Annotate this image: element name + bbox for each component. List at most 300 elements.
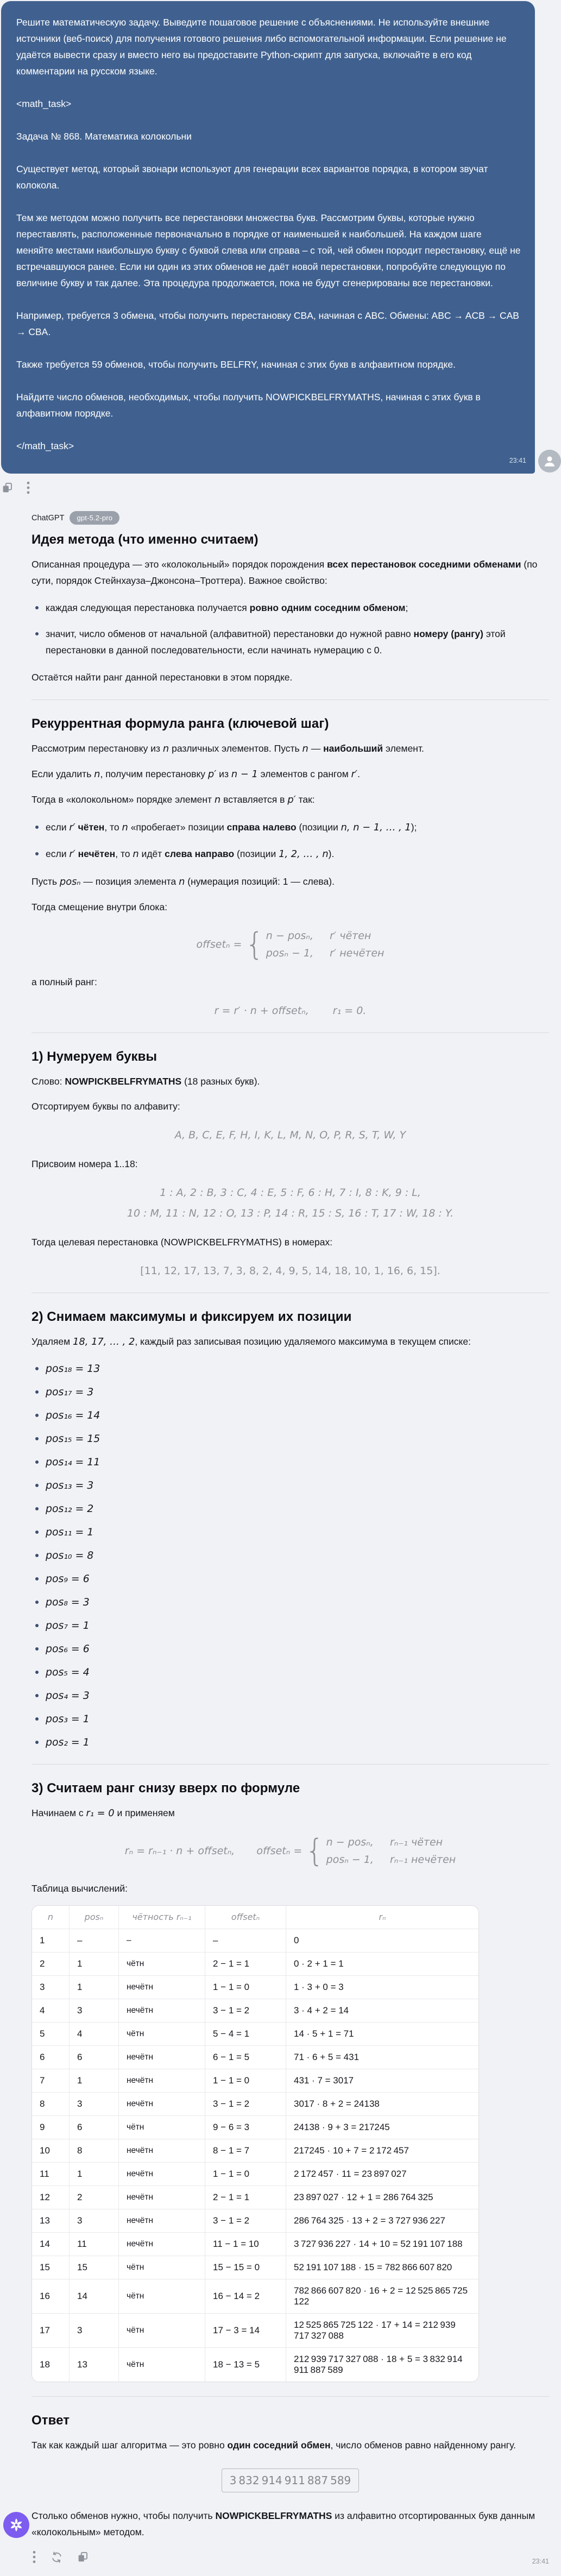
divider [31,1764,549,1765]
list-item [31,626,549,658]
text-run: pos₁₂ = 2 [46,1503,94,1515]
table-cell: нечётн [119,2186,205,2209]
text-run: NOWPICKBELFRYMATHS [215,2510,332,2521]
list-item [31,1361,549,1376]
paragraph [31,791,549,808]
case-cond: r′ чётен [330,930,371,942]
copy-icon [2,482,12,494]
table-cell: 11 [70,2233,119,2256]
paragraph [31,1098,549,1114]
paragraph [31,1880,549,1897]
text-run: n [162,743,169,754]
text-run: r′ [69,848,75,860]
paragraph [31,1234,549,1250]
table-cell: 0 [286,1929,478,1953]
text-run: различных элементов. Пусть [169,743,302,754]
pos-list [31,1361,549,1750]
answer-box: 3 832 914 911 887 589 [222,2468,360,2492]
table-header-cell: offsetₙ [205,1906,286,1929]
paragraph [31,766,549,783]
paragraph [31,873,549,890]
openai-logo-icon [8,2517,24,2533]
list-item [31,1641,549,1657]
person-icon [543,454,557,468]
copy-icon [78,2552,88,2563]
list-item [31,600,549,616]
assistant-message [0,497,561,2568]
table-cell: 14 · 5 + 1 = 71 [286,2023,478,2046]
table-row [32,2139,478,2163]
table-cell: 6 [70,2046,119,2069]
text-run: pos₁₄ = 11 [46,1456,100,1468]
table-cell: 3 · 4 + 2 = 14 [286,1999,478,2023]
table-cell: 1 − 1 = 0 [205,2069,286,2093]
text-run: pos₁₆ = 14 [46,1409,100,1421]
table-cell: – [70,1929,119,1953]
text-run: Отсортируем буквы по алфавиту: [31,1101,180,1112]
paragraph [31,669,549,685]
table-cell: 7 [32,2069,70,2093]
math-cases [326,1835,456,1867]
text-run: 1, 2, … , n [279,848,329,860]
paragraph [31,974,549,990]
text-run: если [46,822,70,833]
copy-button[interactable] [2,482,12,494]
text-run: Удаляем [31,1336,73,1347]
table-cell: 3 [70,2209,119,2233]
text-run: (позиции [296,822,341,833]
text-run: pos₇ = 1 [46,1620,90,1632]
table-row [32,2348,478,2382]
table-cell: чётн [119,2279,205,2314]
math-block-permutation: [11, 12, 17, 13, 7, 3, 8, 2, 4, 9, 5, 14, 18, 10, 1, 16, 6, 15]. [140,1265,440,1277]
table-header-cell: n [32,1906,70,1929]
text-run: так: [295,794,315,805]
table-cell: 3 [70,1999,119,2023]
table-cell: 2 − 1 = 1 [205,1953,286,1976]
text-run: а полный ранг: [31,977,97,987]
table-row [32,2163,478,2186]
math-block-offset [31,928,549,961]
text-run: n [179,876,185,887]
table-header-cell: чётность rₙ₋₁ [119,1906,205,1929]
model-badge: gpt-5.2-pro [70,511,119,525]
section-heading-answer: Ответ [31,2413,70,2428]
table-cell: 217245 · 10 + 7 = 2 172 457 [286,2139,478,2163]
table-header-cell: rₙ [286,1906,478,1929]
kebab-icon [33,2550,36,2564]
section-heading-step3: 3) Считаем ранг снизу вверх по формуле [31,1781,300,1796]
text-run: 18, 17, … , 2 [73,1336,135,1347]
table-cell: 3 − 1 = 2 [205,2209,286,2233]
table-cell: 13 [70,2348,119,2382]
text-run: pos₂ = 1 [46,1736,90,1748]
table-cell: нечётн [119,1976,205,1999]
assistant-header [31,511,549,525]
text-run: , то [104,822,122,833]
table-row [32,2314,478,2348]
math-lhs: rₙ = rₙ₋₁ · n + offsetₙ, [124,1845,235,1857]
table-header-cell: posₙ [70,1906,119,1929]
table-row [32,1929,478,1953]
text-run: — [308,743,324,754]
table-cell: 3 727 936 227 · 14 + 10 = 52 191 107 188 [286,2233,478,2256]
section-heading-recurrence: Рекуррентная формула ранга (ключевой шаг) [31,716,329,731]
text-run: Тогда целевая перестановка (NOWPICKBELFRYMATHS) в номерах: [31,1237,333,1248]
paragraph [31,2508,549,2540]
text-run: ровно одним соседним обменом [249,602,406,613]
assistant-avatar[interactable] [3,2512,29,2538]
user-paragraph: Задача № 868. Математика колокольни [16,131,192,142]
table-cell: 18 [32,2348,70,2382]
text-run: из [216,769,231,779]
text-run: Присвоим номера 1..18: [31,1158,138,1169]
text-run: r₁ = 0 [86,1807,115,1819]
text-run: наибольший [323,743,383,754]
message-timestamp: 23:41 [532,2558,549,2565]
text-run: pos₆ = 6 [46,1643,90,1655]
list-item [31,1548,549,1563]
list-item [31,1408,549,1423]
text-run: Тогда в «колокольном» порядке элемент [31,794,215,805]
table-cell: 10 [32,2139,70,2163]
table-cell: нечётн [119,2069,205,2093]
table-cell: 3 [70,2314,119,2348]
table-cell: – [205,1929,286,1953]
text-run: если [46,848,70,859]
user-paragraph: Например, требуется 3 обмена, чтобы получить перестановку CBA, начиная с ABC. Обмены: ABC → ACB → CAB → CBA. [16,310,519,337]
table-row [32,2233,478,2256]
table-cell: 5 [32,2023,70,2046]
text-run: posₙ [59,876,81,887]
table-cell: 24138 · 9 + 3 = 217245 [286,2116,478,2139]
table-row [32,2209,478,2233]
table-cell: 2 [32,1953,70,1976]
text-run: (нумерация позиций: 1 — слева). [185,876,335,887]
text-run: вставляется в [220,794,288,805]
table-cell: 8 − 1 = 7 [205,2139,286,2163]
table-cell: 8 [32,2093,70,2116]
text-run: p′ [287,794,296,805]
text-run: n [94,769,100,780]
text-run: ); [411,822,417,833]
table-cell: 1 [70,1976,119,1999]
text-run: один соседний обмен [227,2440,331,2451]
math-block-recurrence [31,1832,549,1869]
table-cell: 11 − 1 = 10 [205,2233,286,2256]
case-expr: n − posₙ, [326,1836,374,1848]
text-run: (позиции [234,848,279,859]
brace-glyph: { [245,926,264,962]
text-run: pos₄ = 3 [46,1690,90,1702]
table-cell: чётн [119,2116,205,2139]
text-run: pos₁₅ = 15 [46,1433,100,1445]
text-run: pos₅ = 4 [46,1666,90,1678]
table-cell: 52 191 107 188 · 15 = 782 866 607 820 [286,2256,478,2279]
user-paragraph: Существует метод, который звонари используют для генерации всех вариантов порядка, в котором звучат колокола. [16,163,488,191]
text-run: ). [328,848,335,859]
table-row [32,2186,478,2209]
table-cell: чётн [119,2348,205,2382]
table-cell: 9 [32,2116,70,2139]
table-cell: 12 525 865 725 122 · 17 + 14 = 212 939 717 327 088 [286,2314,478,2348]
text-run: каждая следующая перестановка получается [46,602,250,613]
user-message-bubble [1,1,535,474]
paragraph [31,740,549,757]
text-run: из алфавитно отсортированных букв данным «колокольным» методом. [31,2510,535,2537]
table-cell: 17 − 3 = 14 [205,2314,286,2348]
table-cell: 16 − 14 = 2 [205,2279,286,2314]
text-run: Если удалить [31,769,94,779]
table-row [32,2046,478,2069]
user-paragraph: Также требуется 59 обменов, чтобы получить BELFRY, начиная с этих букв в алфавитном порядке. [16,359,456,370]
table-cell: 18 − 13 = 5 [205,2348,286,2382]
text-run: pos₃ = 1 [46,1713,90,1725]
text-run: Столько обменов нужно, чтобы получить [31,2510,216,2521]
user-avatar[interactable] [538,450,561,473]
table-cell: 1 [32,1929,70,1953]
table-cell: 5 − 4 = 1 [205,2023,286,2046]
table-cell: 782 866 607 820 · 16 + 2 = 12 525 865 725 122 [286,2279,478,2314]
table-cell: чётн [119,2023,205,2046]
text-run: pos₁₀ = 8 [46,1550,94,1561]
table-cell: 9 − 6 = 3 [205,2116,286,2139]
table-cell: 15 [32,2256,70,2279]
text-run: Слово: [31,1076,65,1087]
regenerate-button[interactable] [51,2551,63,2564]
paragraph [31,1156,549,1172]
table-cell: чётн [119,1953,205,1976]
text-run: (по сути, порядок Стейнхауза–Джонсона–Троттера). Важное свойство: [31,559,538,586]
section-heading-idea: Идея метода (что именно считаем) [31,532,259,547]
table-cell: – [119,1929,205,1953]
text-run: ; [405,602,408,613]
table-cell: 16 [32,2279,70,2314]
table-cell: чётн [119,2256,205,2279]
table-cell: 3 − 1 = 2 [205,2093,286,2116]
table-cell: 2 172 457 · 11 = 23 897 027 [286,2163,478,2186]
case-expr: posₙ − 1, [266,947,314,959]
table-cell: 15 − 15 = 0 [205,2256,286,2279]
section-heading-step1: 1) Нумеруем буквы [31,1049,157,1064]
user-message-actions [0,474,561,497]
table-cell: 15 [70,2256,119,2279]
table-cell: 14 [70,2279,119,2314]
brace-glyph: { [305,1832,324,1869]
user-message-row [0,1,561,474]
table-cell: 3 [70,2093,119,2116]
text-run: элементов с рангом [257,769,351,779]
table-cell: 71 · 6 + 5 = 431 [286,2046,478,2069]
table-cell: 1 − 1 = 0 [205,1976,286,1999]
text-run: n [122,822,128,833]
table-header-row [32,1906,478,1929]
more-options-button[interactable] [27,481,30,494]
table-cell: нечётн [119,2163,205,2186]
table-cell: нечётн [119,2093,205,2116]
table-cell: 4 [32,1999,70,2023]
user-paragraph: Найдите число обменов, необходимых, чтобы получить NOWPICKBELFRYMATHS, начиная с этих букв в алфавитном порядке. [16,392,481,419]
table-cell: 23 897 027 · 12 + 1 = 286 764 325 [286,2186,478,2209]
table-cell: 6 − 1 = 5 [205,2046,286,2069]
chat-view [0,1,561,2576]
text-run: pos₁₇ = 3 [46,1386,94,1398]
text-run: pos₁₃ = 3 [46,1479,94,1491]
text-run: Описанная процедура — это «колокольный» порядок порождения [31,559,327,570]
text-run: , то [115,848,133,859]
paragraph [31,2437,549,2453]
text-run: , получим перестановку [100,769,208,779]
table-cell: 1 − 1 = 0 [205,2163,286,2186]
text-run: NOWPICKBELFRYMATHS [65,1076,182,1087]
text-run: r′ [351,769,358,780]
math-expr: r = r′ · n + offsetₙ, [214,1005,309,1017]
math-block-rank [31,1003,549,1018]
table-cell: 12 [32,2186,70,2209]
table-row [32,2093,478,2116]
list-item [31,1478,549,1493]
text-run: Так как каждый шаг алгоритма — это ровно [31,2440,228,2451]
table-cell: 4 [70,2023,119,2046]
kebab-icon [27,481,30,494]
math-lhs: offsetₙ = [256,1845,302,1857]
case-cond: rₙ₋₁ чётен [389,1836,443,1848]
copy-button[interactable] [78,2552,88,2563]
user-paragraph: Решите математическую задачу. Выведите пошаговое решение с объяснениями. Не используйте внешние источники (веб-поиск) для получения готового решения либо вспомогательной информации. Если решение не удаётся вывести сразу и вместо него вы предоставите Python-скрипт для запуска, включайте в его код комментарии на русском языке. [16,17,507,77]
table-cell: 1 · 3 + 0 = 3 [286,1976,478,1999]
text-run: элемент. [383,743,424,754]
text-run: (18 разных букв). [181,1076,260,1087]
text-run: n, n − 1, … , 1 [341,822,411,833]
list-item [31,1735,549,1750]
text-run: Тогда смещение внутри блока: [31,902,168,912]
table-row [32,2023,478,2046]
math-block-numbering-line2: 10 : M, 11 : N, 12 : O, 13 : P, 14 : R, 15 : S, 16 : T, 17 : W, 18 : Y. [127,1207,454,1219]
text-run: Рассмотрим перестановку из [31,743,163,754]
list-item [31,1501,549,1516]
case-cond: r′ нечётен [330,947,384,959]
text-run: этой перестановки в данной последовательности, если начинать нумерацию с 0. [46,628,506,656]
calc-table [31,1905,479,2382]
user-paragraph: </math_task> [16,440,74,451]
table-cell: нечётн [119,1999,205,2023]
text-run: pos₁₁ = 1 [46,1526,94,1538]
text-run: слева направо [165,848,235,859]
assistant-name: ChatGPT [31,513,65,522]
text-run: n [302,743,308,754]
text-run: , каждый раз записывая позицию удаляемого максимума в текущем списке: [135,1336,471,1347]
list-item [31,1595,549,1610]
table-cell: 1 [70,1953,119,1976]
table-cell: 11 [32,2163,70,2186]
text-run: чётен [75,822,105,833]
section-heading-step2: 2) Снимаем максимумы и фиксируем их позиции [31,1309,352,1324]
list-item [31,1618,549,1633]
table-cell: нечётн [119,2046,205,2069]
user-paragraph: <math_task> [16,98,72,109]
paragraph [31,899,549,915]
table-cell: нечётн [119,2139,205,2163]
regenerate-icon [51,2551,63,2564]
table-cell: 14 [32,2233,70,2256]
text-run: Начинаем с [31,1807,86,1818]
math-block-numbering-line1: 1 : A, 2 : B, 3 : C, 4 : E, 5 : F, 6 : H, 7 : I, 8 : K, 9 : L, [160,1187,421,1199]
math-block-letters: A, B, C, E, F, H, I, K, L, M, N, O, P, R, S, T, W, Y [174,1129,406,1141]
table-cell: 431 · 7 = 3017 [286,2069,478,2093]
text-run: и применяем [114,1807,175,1818]
list-item [31,819,549,836]
text-run: n [133,848,139,860]
table-cell: 1 [70,2163,119,2186]
list-item [31,1454,549,1470]
case-expr: posₙ − 1, [326,1854,374,1866]
text-run: n − 1 [231,769,258,780]
table-cell: 3017 · 8 + 2 = 24138 [286,2093,478,2116]
list-item [31,1571,549,1586]
table-row [32,2279,478,2314]
math-cases [266,928,384,961]
message-timestamp: 23:41 [509,457,526,464]
math-lhs: offsetₙ = [196,939,242,950]
list-item [31,1525,549,1540]
table-row [32,2069,478,2093]
divider [31,1032,549,1033]
text-run: p′ [207,769,217,780]
list-item [31,1665,549,1680]
table-row [32,2256,478,2279]
case-cond: rₙ₋₁ нечётен [389,1854,456,1866]
text-run: pos₁₈ = 13 [46,1363,100,1375]
text-run: . [357,769,360,779]
text-run: pos₉ = 6 [46,1573,90,1585]
table-cell: чётн [119,2314,205,2348]
text-run: , число обменов равно найденному рангу. [330,2440,516,2451]
case-expr: n − posₙ, [266,930,314,942]
bullet-list [31,819,549,862]
text-run: Пусть [31,876,60,887]
list-item [31,846,549,862]
user-paragraph: Тем же методом можно получить все перестановки множества букв. Рассмотрим буквы, которые нужно переставлять, расположенные первоначально в порядке от наименьшей к наибольшей. На каждом шаге меняйте местами наибольшую букву с буквой слева или справа – с той, чей обмен породит перестановку, ещё не встречавшуюся ранее. Если ни один из этих обменов не даёт новой перестановки, попробуйте следующую по величине букву и так далее. Эта процедура продолжается, пока не будут сгенерированы все перестановки. [16,212,521,288]
table-cell: 212 939 717 327 088 · 18 + 5 = 3 832 914 911 887 589 [286,2348,478,2382]
more-options-button[interactable] [33,2550,36,2564]
table-cell: нечётн [119,2233,205,2256]
list-item [31,1384,549,1400]
text-run: значит, число обменов от начальной (алфавитной) перестановки до нужной равно [46,628,414,639]
table-row [32,1999,478,2023]
text-run: r′ [69,822,75,833]
table-row [32,1953,478,1976]
table-cell: 3 − 1 = 2 [205,1999,286,2023]
table-cell: 0 · 2 + 1 = 1 [286,1953,478,1976]
table-cell: 8 [70,2139,119,2163]
table-cell: 1 [70,2069,119,2093]
text-run: pos₈ = 3 [46,1596,90,1608]
text-run: Таблица вычислений: [31,1883,128,1894]
paragraph [31,1333,549,1350]
text-run: Остаётся найти ранг данной перестановки в этом порядке. [31,672,293,683]
text-run: n [214,794,221,805]
text-run: всех перестановок соседними обменами [327,559,521,570]
text-run: номеру (рангу) [413,628,483,639]
table-row [32,1976,478,1999]
bullet-list [31,600,549,658]
table-cell: 17 [32,2314,70,2348]
divider [31,2396,549,2397]
paragraph [31,1805,549,1822]
assistant-message-actions [33,2549,549,2565]
table-cell: нечётн [119,2209,205,2233]
math-expr: r₁ = 0. [332,1005,367,1017]
